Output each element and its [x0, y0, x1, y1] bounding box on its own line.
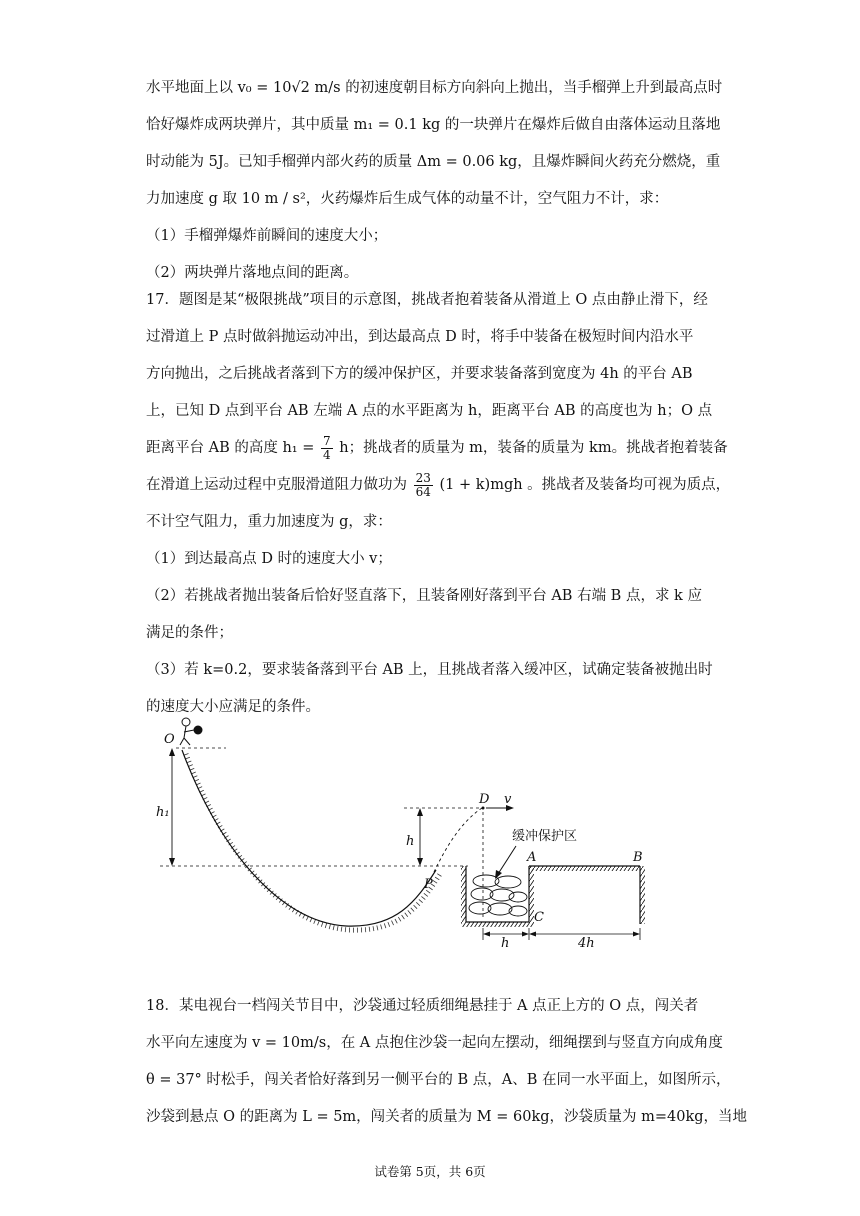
q17-line5-post: h；挑战者的质量为 m，装备的质量为 km。挑战者抱着装备 — [339, 440, 728, 456]
q17-line6-post: (1 + k)mgh 。挑战者及装备均可视为质点， — [439, 477, 731, 493]
cushions — [469, 875, 527, 916]
q18-line: θ = 37° 时松手，闯关者恰好落到另一侧平台的 B 点，A、B 在同一水平面上，如图所示， — [146, 1072, 731, 1088]
label-buffer-zone: 缓冲保护区 — [512, 829, 578, 844]
question-18-text — [146, 988, 748, 1136]
q17-line: 过滑道上 P 点时做斜抛运动冲出，到达最高点 D 时，将手中装备在极短时间内沿水平 — [146, 329, 694, 345]
question-17-text — [146, 282, 731, 726]
q17-line5-pre: 距离平台 AB 的高度 h₁ = — [146, 440, 315, 456]
q17-line-h1 — [146, 430, 726, 467]
q18-line: 水平向左速度为 v = 10m/s，在 A 点抱住沙袋一起向左摆动，细绳摆到与竖直方向成角度 — [146, 1035, 723, 1051]
label-h: h — [406, 834, 415, 849]
q16-line: 水平地面上以 v₀ = 10√2 m/s 的初速度朝目标方向斜向上抛出，当手榴弹上升到最高点时 — [146, 80, 723, 96]
q17-line: 方向抛出，之后挑战者落到下方的缓冲保护区，并要求装备落到宽度为 4h 的平台 AB — [146, 366, 693, 382]
challenger-figure — [180, 718, 203, 745]
fraction-7-4 — [321, 435, 333, 462]
q17-subquestion-2: （2）若挑战者抛出装备后恰好竖直落下，且装备刚好落到平台 AB 右端 B 点，求 k 应 — [146, 588, 702, 604]
label-h1: h₁ — [156, 805, 170, 820]
label-O: O — [164, 732, 175, 747]
fraction-denominator: 64 — [415, 484, 431, 499]
q17-subquestion-1: （1）到达最高点 D 时的速度大小 v； — [146, 551, 392, 567]
trajectory-line — [434, 808, 482, 872]
q17-line6-pre: 在滑道上运动过程中克服滑道阻力做功为 — [146, 477, 407, 493]
q16-line: 时动能为 5J。已知手榴弹内部火药的质量 Δm = 0.06 kg，且爆炸瞬间火药充分燃烧，重 — [146, 154, 721, 170]
fraction-numerator: 7 — [322, 433, 331, 448]
q17-subquestion-2-cont: 满足的条件； — [146, 625, 233, 641]
slide-track — [182, 750, 436, 926]
label-h-bottom: h — [501, 936, 510, 951]
label-D: D — [479, 792, 490, 807]
label-A: A — [527, 850, 537, 865]
q16-line: 力加速度 g 取 10 m / s²，火药爆炸后生成气体的动量不计，空气阻力不计，求： — [146, 191, 669, 207]
q16-line: 恰好爆炸成两块弹片，其中质量 m₁ = 0.1 kg 的一块弹片在爆炸后做自由落体运动且落地 — [146, 117, 721, 133]
q17-subquestion-3-cont: 的速度大小应满足的条件。 — [146, 699, 320, 715]
q16-subquestion-1: （1）手榴弹爆炸前瞬间的速度大小； — [146, 228, 388, 244]
q17-line-work — [146, 467, 731, 504]
page-footer: 试卷第 5页，共 6页 — [374, 1164, 486, 1179]
fraction-numerator: 23 — [415, 470, 431, 485]
q18-line: 18．某电视台一档闯关节目中，沙袋通过轻质细绳悬挂于 A 点正上方的 O 点，闯关者 — [146, 998, 699, 1014]
fraction-23-64 — [414, 472, 433, 499]
label-B: B — [633, 850, 643, 865]
q17-subquestion-3: （3）若 k=0.2，要求装备落到平台 AB 上，且挑战者落入缓冲区，试确定装备被抛出时 — [146, 662, 713, 678]
label-P: P — [424, 877, 433, 892]
q16-subquestion-2: （2）两块弹片落地点间的距离。 — [146, 265, 359, 281]
physics-diagram — [146, 712, 666, 952]
q17-line: 不计空气阻力，重力加速度为 g，求： — [146, 514, 392, 530]
q18-line: 沙袋到悬点 O 的距离为 L = 5m，闯关者的质量为 M = 60kg，沙袋质量为 m=40kg，当地 — [146, 1109, 748, 1125]
fraction-denominator: 4 — [322, 447, 331, 462]
label-C: C — [534, 910, 544, 925]
q17-line: 17．题图是某“极限挑战”项目的示意图，挑战者抱着装备从滑道上 O 点由静止滑下，经 — [146, 292, 708, 308]
question-16-text — [146, 70, 726, 292]
label-v: v — [504, 792, 512, 807]
diagram-svg — [146, 712, 666, 952]
q17-line: 上，已知 D 点到平台 AB 左端 A 点的水平距离为 h，距离平台 AB 的高度也为 h；O 点 — [146, 403, 713, 419]
label-4h: 4h — [578, 936, 595, 951]
